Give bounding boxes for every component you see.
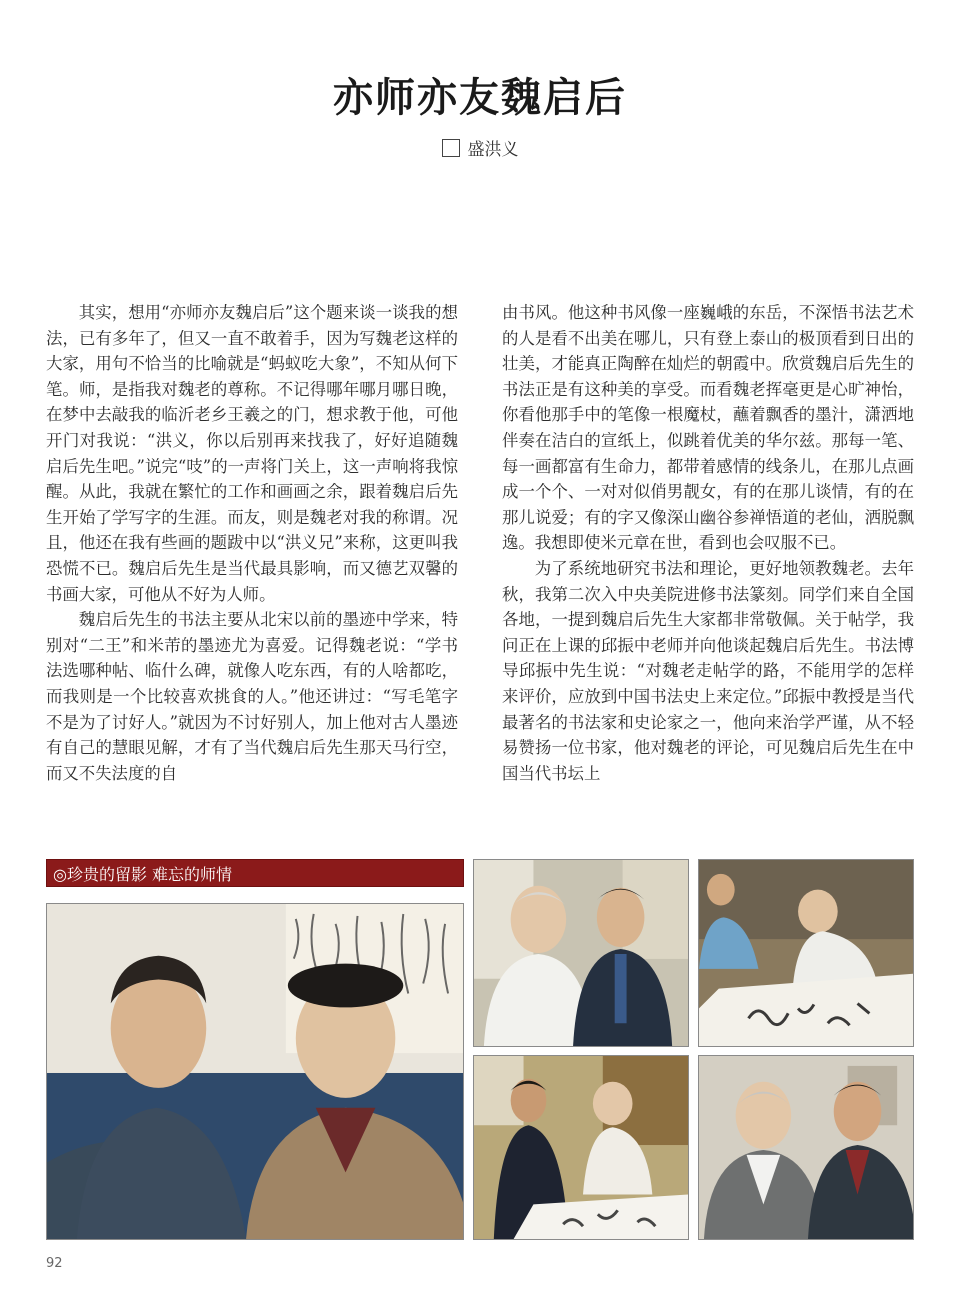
- photo-calligraphy-session: [473, 1055, 689, 1240]
- article-title: 亦师亦友魏启后: [333, 74, 627, 121]
- square-bullet-icon: [442, 139, 460, 157]
- photo-gallery-banner: ◎珍贵的留影 难忘的师情: [46, 859, 464, 887]
- article-left-column: [46, 300, 458, 786]
- page-number: 92: [46, 1256, 63, 1271]
- photo-author-with-wei-qihou: [46, 903, 464, 1240]
- photo-wei-qihou-painting: [698, 859, 914, 1047]
- author-name: 盛洪义: [467, 140, 519, 160]
- article-right-column: [502, 300, 914, 786]
- photo-wei-qihou-with-author: [698, 1055, 914, 1240]
- photo-wei-qihou-with-officer: [473, 859, 689, 1047]
- paragraph: 为了系统地研究书法和理论，更好地领教魏老。去年秋，我第二次入中央美院进修书法篆刻。同学们来自全国各地，一提到魏启后先生大家都非常敬佩。关于帖学，我问正在上课的邱振中老师并向他谈起魏启后先生。书法博导邱振中先生说：“对魏老走帖学的路，不能用学的怎样来评价，应放到中国书法史上来定位。”邱振中教授是当代最著名的书法家和史论家之一，他向来治学严谨，从不轻易赞扬一位书家，他对魏老的评论，可见魏启后先生在中国当代书坛上: [502, 558, 914, 783]
- author-byline: [0, 135, 960, 160]
- paragraph-continued: 由书风。他这种书风像一座巍峨的东岳，不深悟书法艺术的人是看不出美在哪儿，只有登上泰山的极顶看到日出的壮美，才能真正陶醉在灿烂的朝霞中。欣赏魏启后先生的书法正是有这种美的享受。而看魏老挥毫更是心旷神怡，你看他那手中的笔像一根魔杖，蘸着飘香的墨汁，潇洒地伴奏在洁白的宣纸上，似跳着优美的华尔兹。那每一笔、每一画都富有生命力，都带着感情的线条儿，在那儿点画成一个个、一对对似俏男靓女，有的在那儿谈情，有的在那儿说爱；有的字又像深山幽谷参禅悟道的老仙，洒脱飘逸。我想即使米元章在世，看到也会叹服不已。: [502, 303, 914, 553]
- paragraph: 魏启后先生的书法主要从北宋以前的墨迹中学来，特别对“二王”和米芾的墨迹尤为喜爱。记得魏老说：“学书法选哪种帖、临什么碑，就像人吃东西，有的人啥都吃，而我则是一个比较喜欢挑食的人。”他还讲过：“写毛笔字不是为了讨好人。”就因为不讨好别人，加上他对古人墨迹有自己的慧眼见解，才有了当代魏启后先生那天马行空，而又不失法度的自: [46, 610, 458, 783]
- paragraph: 其实，想用“亦师亦友魏启后”这个题来谈一谈我的想法，已有多年了，但又一直不敢着手，因为写魏老这样的大家，用句不恰当的比喻就是“蚂蚁吃大象”，不知从何下笔。师，是指我对魏老的尊称。不记得哪年哪月哪日晚，在梦中去敲我的临沂老乡王羲之的门，想求教于他，可他开门对我说：“洪义，你以后别再来找我了，好好追随魏启后先生吧。”说完“吱”的一声将门关上，这一声响将我惊醒。从此，我就在繁忙的工作和画画之余，跟着魏启后先生开始了学写字的生涯。而友，则是魏老对我的称谓。况且，他还在我有些画的题跋中以“洪义兄”来称，这更叫我恐慌不已。魏启后先生是当代最具影响，而又德艺双馨的书画大家，可他从不好为人师。: [46, 303, 458, 604]
